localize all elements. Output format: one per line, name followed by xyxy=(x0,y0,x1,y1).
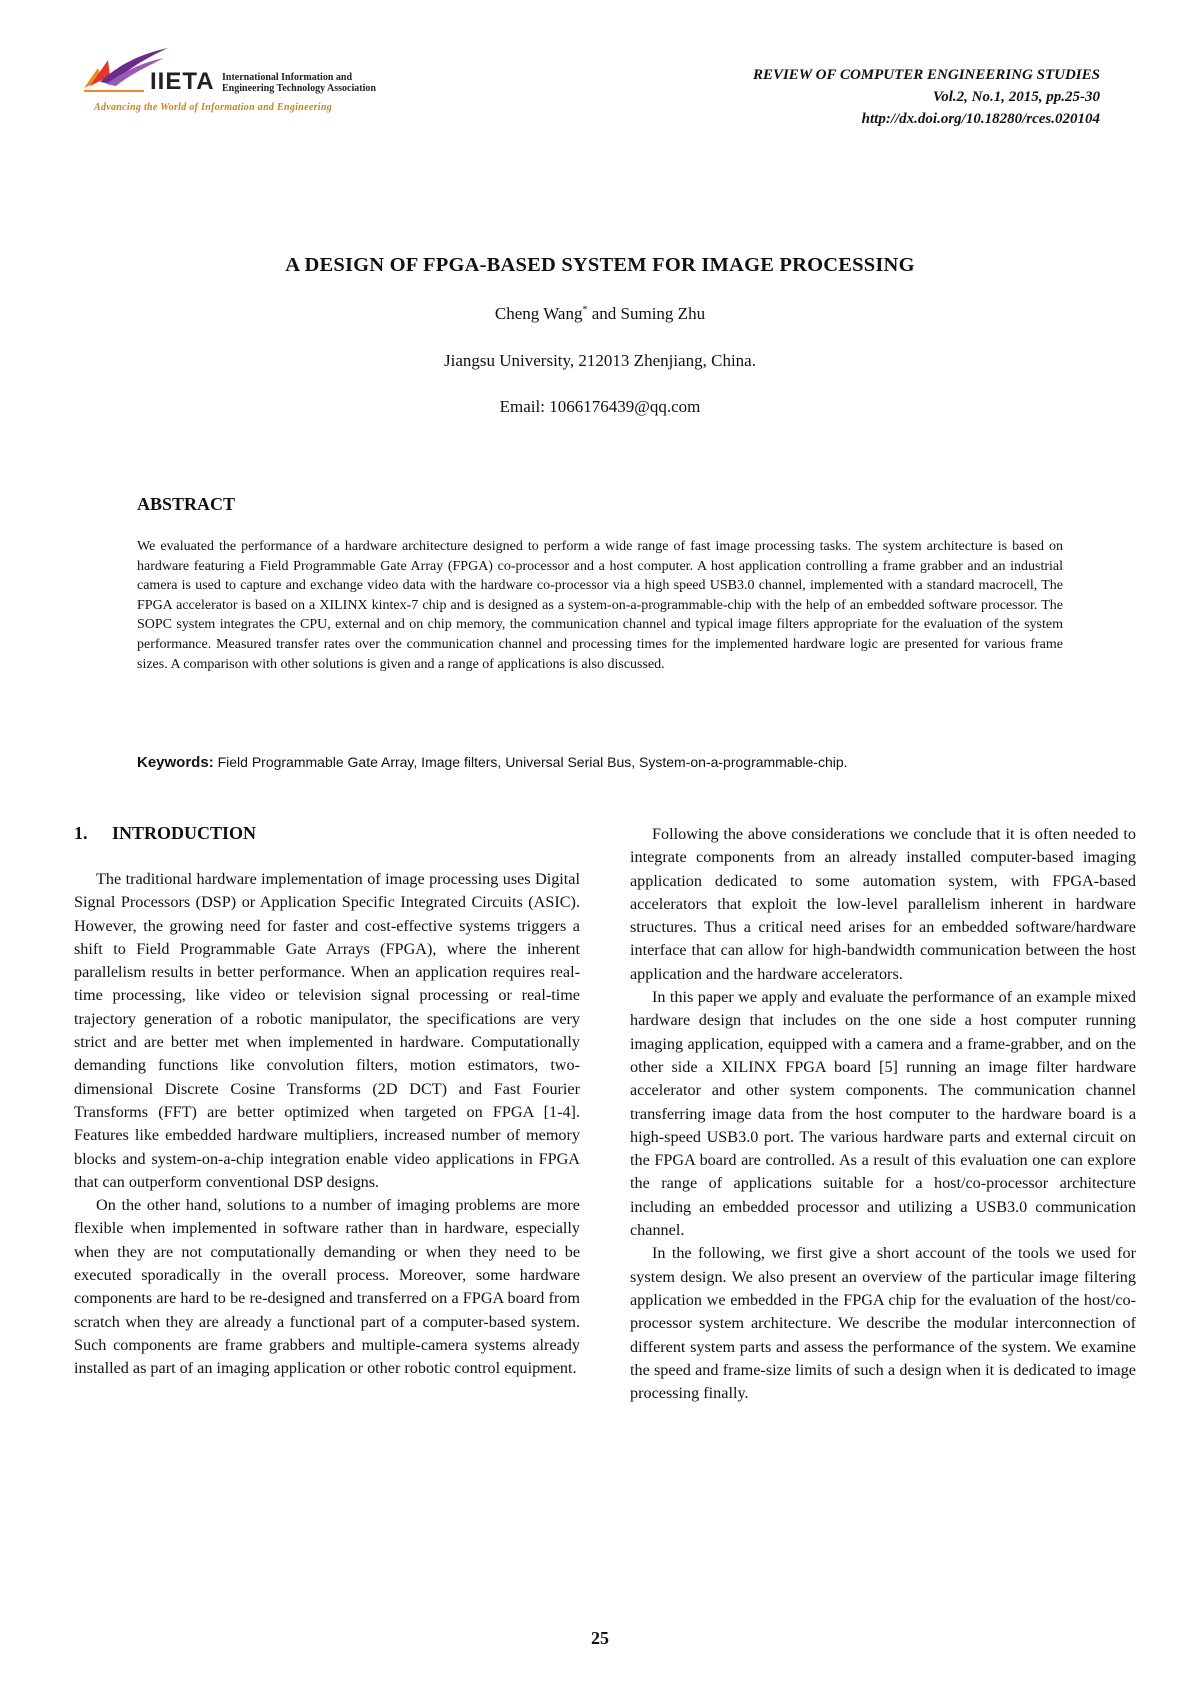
author-rest: and Suming Zhu xyxy=(587,304,706,323)
author-email[interactable]: Email: 1066176439@qq.com xyxy=(499,397,701,416)
paragraph: On the other hand, solutions to a number of imaging problems are more flexible when implemented in software rather than in hardware, especially when they are not computationally demanding or when they need to be executed sporadically in the overall process. Moreover, some hardware components are hard to be re-designed and transferred on a FPGA board from scratch when they are already a functional part of a computer-based system. Such components are frame grabbers and multiple-camera systems already installed as part of an imaging application or other robotic control equipment. xyxy=(74,1196,580,1378)
section-title: INTRODUCTION xyxy=(112,823,257,843)
journal-name: REVIEW OF COMPUTER ENGINEERING STUDIES xyxy=(752,67,1100,83)
logo-org-name xyxy=(222,72,376,94)
authors xyxy=(0,304,1200,324)
paragraph: The traditional hardware implementation of image processing uses Digital Signal Processors (DSP) or Application Specific Integrated Circuits (ASIC). However, the growing need for faster and cost-effective systems triggers a shift to Field Programmable Gate Arrays (FPGA), where the inherent parallelism results in better performance. When an application requires real-time processing, like video or television signal processing or real-time trajectory generation of a robotic manipulator, the specifications are very strict and are better met when implemented in hardware. Computationally demanding functions like convolution filters, motion estimators, two-dimensional Discrete Cosine Transforms (2D DCT) and Fast Fourier Transforms (FFT) are better optimized when targeted on FPGA [1-4]. Features like embedded hardware multipliers, increased number of memory blocks and system-on-a-chip integration enable video applications in FPGA that can outperform conventional DSP designs. xyxy=(74,870,580,1191)
iieta-logo xyxy=(80,46,410,116)
abstract-text: We evaluated the performance of a hardware architecture designed to perform a wide range of fast image processing tasks. The system architecture is based on hardware featuring a Field Programmable Gate Array (FPGA) co-processor and a host computer. A host application controlling a frame grabber and an industrial camera is used to capture and exchange video data with the hardware co-processor via a high speed USB3.0 channel, implemented with a standard macrocell, The FPGA accelerator is based on a XILINX kintex-7 chip and is designed as a system-on-a-programmable-chip with the help of an embedded software processor. The SOPC system integrates the CPU, external and on chip memory, the communication channel and typical image filters appropriate for the evaluation of the system performance. Measured transfer rates over the communication channel and processing times for the implemented hardware logic are presented for various frame sizes. A comparison with other solutions is given and a range of applications is also discussed. xyxy=(137,539,1063,672)
journal-header xyxy=(753,64,1100,130)
keywords xyxy=(137,754,1063,771)
journal-volume: Vol.2, No.1, 2015, pp.25-30 xyxy=(932,89,1100,105)
paragraph: In this paper we apply and evaluate the performance of an example mixed hardware design that includes on the one side a host computer running imaging application, equipped with a camera and a frame-grabber, and on the other side a XILINX FPGA board [5] running an image filter hardware accelerator and other system components. The communication channel transferring image data from the host computer to the hardware board is a high-speed USB3.0 port. The various hardware parts and external circuit on the FPGA board are controlled. As a result of this evaluation one can explore the range of applications suitable for a host/co-processor architecture including an embedded processor and utilizing a USB3.0 communication channel. xyxy=(630,988,1136,1240)
paper-title: A DESIGN OF FPGA-BASED SYSTEM FOR IMAGE PROCESSING xyxy=(285,254,915,276)
journal-doi[interactable]: http://dx.doi.org/10.18280/rces.020104 xyxy=(861,111,1100,127)
abstract-heading: ABSTRACT xyxy=(137,494,236,514)
corresponding-mark: * xyxy=(582,304,588,316)
section-number: 1. xyxy=(74,823,88,843)
keywords-list: Field Programmable Gate Array, Image filters, Universal Serial Bus, System-on-a-programmable-chip. xyxy=(217,754,848,770)
keywords-label: Keywords: xyxy=(137,754,214,771)
paragraph: Following the above considerations we conclude that it is often needed to integrate components from an already installed computer-based imaging application dedicated to some automation system, with FPGA-based accelerators that exploit the low-level parallelism inherent in hardware structures. Thus a critical need arises for an embedded software/hardware interface that can allow for high-bandwidth communication between the host application and the hardware accelerators. xyxy=(630,825,1136,983)
left-column xyxy=(74,868,580,1381)
section-heading-introduction xyxy=(74,823,256,844)
logo-acronym: IIETA xyxy=(150,68,215,95)
logo-slogan: Advancing the World of Information and Engineering xyxy=(94,102,333,113)
page-number: 25 xyxy=(591,1628,609,1648)
logo-org-line1: International Information and xyxy=(222,72,353,83)
paragraph: In the following, we first give a short account of the tools we used for system design. We also present an overview of the particular image filtering application we embedded in the FPGA chip for the evaluation of the host/co-processor system architecture. We describe the modular interconnection of different system parts and assess the performance of the system. We examine the speed and frame-size limits of such a design when it is dedicated to image processing finally. xyxy=(630,1244,1136,1403)
right-column xyxy=(630,823,1136,1405)
author-1: Cheng Wang xyxy=(494,304,583,323)
affiliation: Jiangsu University, 212013 Zhenjiang, China. xyxy=(444,351,756,370)
logo-org-line2: Engineering Technology Association xyxy=(222,83,376,94)
